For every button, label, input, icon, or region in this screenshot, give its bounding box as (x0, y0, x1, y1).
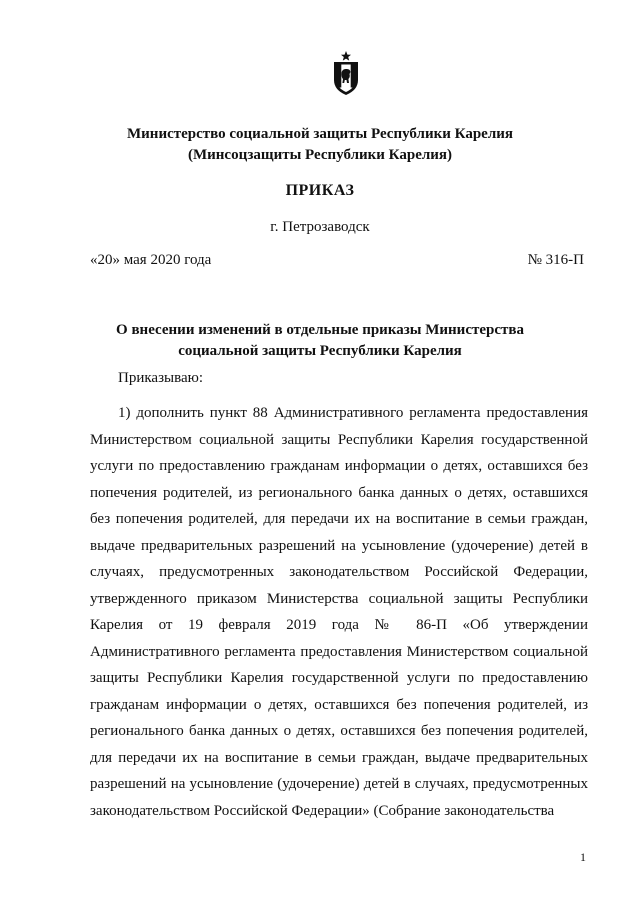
ministry-header (0, 124, 640, 166)
coat-of-arms-icon (332, 50, 360, 96)
ministry-name: Министерство социальной защиты Республики Карелия (127, 126, 513, 142)
subject-line-1: О внесении изменений в отдельные приказы Министерства (116, 322, 524, 338)
city: г. Петрозаводск (270, 219, 370, 235)
document-title: ПРИКАЗ (285, 182, 355, 199)
document-date: «20» мая 2020 года (90, 252, 212, 268)
page-number: 1 (580, 850, 586, 864)
opening-word: Приказываю: (118, 370, 203, 386)
subject-line-2: социальной защиты Республики Карелия (178, 343, 462, 359)
ministry-short-name: (Минсоцзащиты Республики Карелия) (187, 147, 453, 163)
document-number: № 316-П (527, 252, 584, 268)
document-subject (0, 320, 640, 362)
paragraph-1: 1) дополнить пункт 88 Административного регламента предоставления Министерством социальной защиты Республики Карелия государственной услуги по предоставлению гражданам информации о детях, оставшихся без попечения родителей, из регионального банка данных о детях, оставшихся без попечения родителей, для передачи их на воспитание в семьи граждан, выдаче предварительных разрешений на усыновление (удочерение) детей в случаях, предусмотренных законодательством Российской Федерации, утвержденного приказом Министерства социальной защиты Республики Карелия от 19 февраля 2019 года № 86-П «Об утверждении Административного регламента предоставления Министерством социальной защиты Республики Карелия государственной услуги по предоставлению гражданам информации о детях, оставшихся без попечения родителей, из регионального банка данных о детях, оставшихся без попечения родителей, для передачи их на воспитание в семьи граждан, выдаче предварительных разрешений на усыновление (удочерение) детей в случаях, предусмотренных законодательством Российской Федерации» (Собрание законодательства (90, 405, 588, 819)
